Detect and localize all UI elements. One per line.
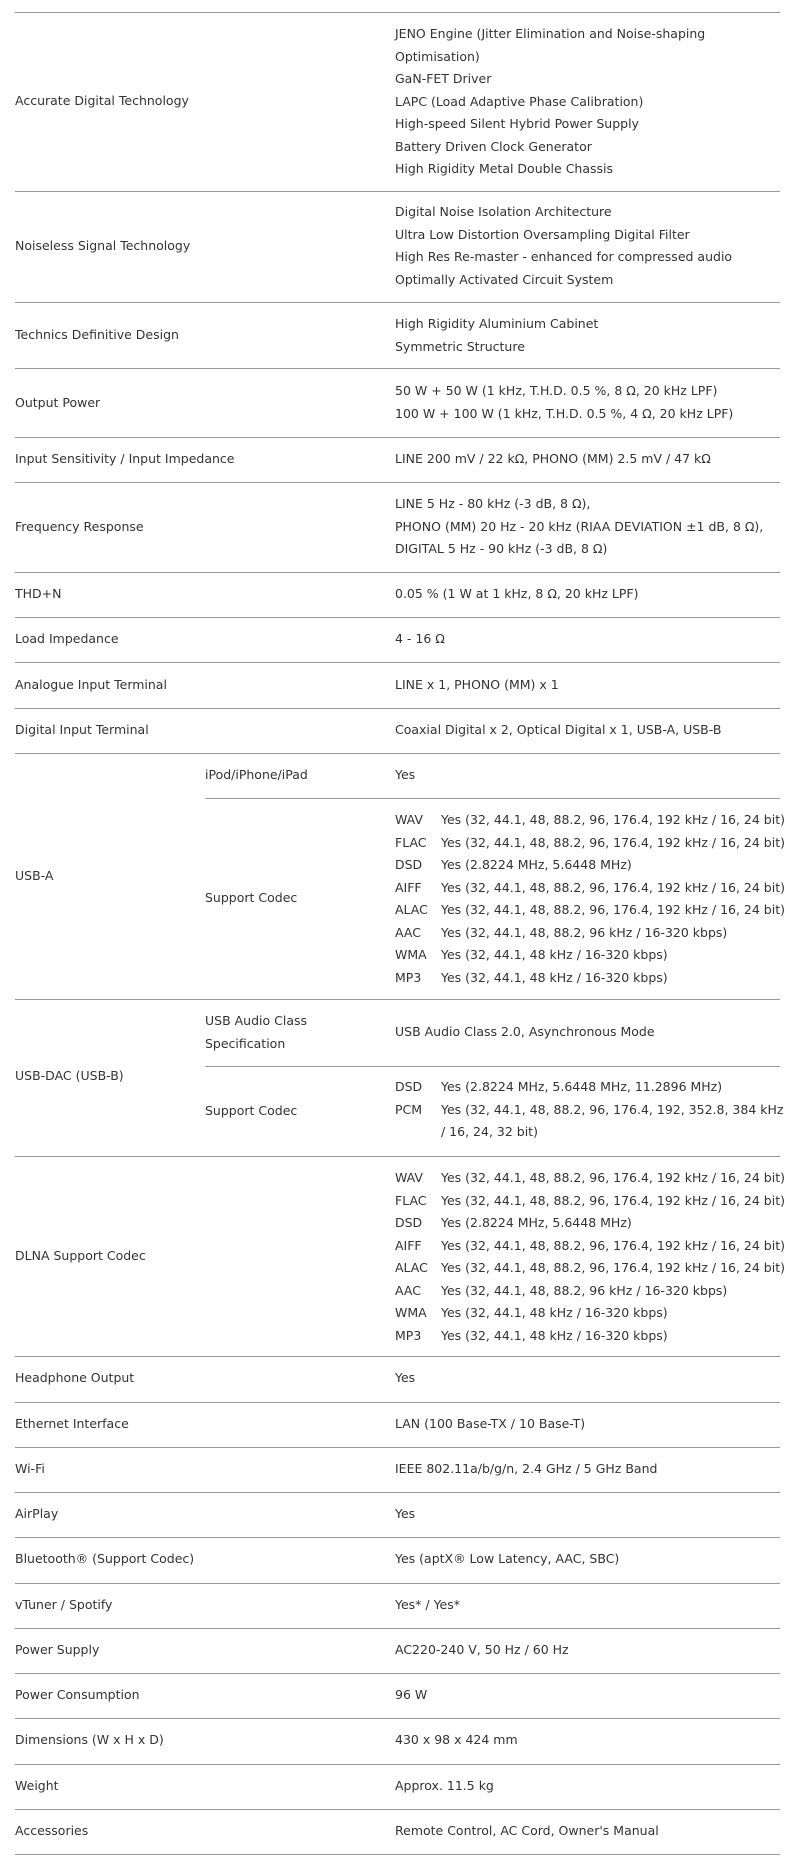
spec-value: Remote Control, AC Cord, Owner's Manual <box>395 1823 659 1838</box>
spec-value: 96 W <box>395 1687 428 1702</box>
spec-sublabel: Support Codec <box>205 1103 298 1118</box>
spec-label: Ethernet Interface <box>15 1416 129 1431</box>
spec-value-line: High Res Re-master - enhanced for compressed audio <box>395 249 733 264</box>
codec-detail: Yes (32, 44.1, 48, 88.2, 96, 176.4, 192 kHz / 16, 24 bit) <box>441 879 785 895</box>
codec-format: WMA <box>395 1305 427 1320</box>
spec-label: Accurate Digital Technology <box>15 93 189 108</box>
codec-row <box>395 1302 785 1325</box>
spec-label: Dimensions (W x H x D) <box>15 1732 164 1747</box>
spec-value: LINE 200 mV / 22 kΩ, PHONO (MM) 2.5 mV / 47 kΩ <box>395 451 711 466</box>
row-divider <box>15 1673 780 1674</box>
codec-row <box>395 967 785 990</box>
codec-row <box>395 1190 785 1213</box>
row-divider <box>15 999 780 1000</box>
codec-row <box>395 832 785 855</box>
codec-format: DSD <box>395 1215 423 1230</box>
spec-value-line: LINE 5 Hz - 80 kHz (-3 dB, 8 Ω), <box>395 496 591 511</box>
spec-label: DLNA Support Codec <box>15 1248 146 1263</box>
row-divider <box>15 662 780 663</box>
spec-value: Yes <box>395 767 416 782</box>
row-divider <box>15 617 780 618</box>
codec-detail: Yes (32, 44.1, 48, 88.2, 96, 176.4, 192, 352.8, 384 kHz <box>441 1101 784 1117</box>
codec-format: ALAC <box>395 902 428 917</box>
spec-value <box>395 493 763 561</box>
codec-list <box>395 1167 785 1347</box>
codec-detail: Yes (32, 44.1, 48, 88.2, 96, 176.4, 192 kHz / 16, 24 bit) <box>441 812 785 827</box>
codec-format: PCM <box>395 1101 423 1117</box>
spec-value: Yes* / Yes* <box>395 1597 461 1612</box>
row-divider <box>15 1809 780 1810</box>
spec-label: Wi-Fi <box>15 1461 45 1476</box>
row-divider <box>205 798 780 799</box>
spec-value: Approx. 11.5 kg <box>395 1778 494 1793</box>
row-divider <box>15 482 780 483</box>
row-divider <box>15 572 780 573</box>
codec-detail: Yes (2.8224 MHz, 5.6448 MHz) <box>441 857 632 872</box>
spec-value-line: Optimally Activated Circuit System <box>395 271 614 287</box>
spec-value-line: High Rigidity Aluminium Cabinet <box>395 316 599 331</box>
spec-value <box>395 201 732 291</box>
codec-detail: Yes (32, 44.1, 48, 88.2, 96, 176.4, 192 kHz / 16, 24 bit) <box>441 1237 785 1253</box>
codec-detail: Yes (2.8224 MHz, 5.6448 MHz, 11.2896 MHz) <box>441 1079 723 1094</box>
spec-sublabel: iPod/iPhone/iPad <box>205 767 308 782</box>
codec-row <box>395 1099 783 1122</box>
spec-value-line: Battery Driven Clock Generator <box>395 138 592 154</box>
spec-label: vTuner / Spotify <box>15 1597 113 1612</box>
codec-row <box>395 899 785 922</box>
codec-row <box>395 854 785 877</box>
spec-value-line: 100 W + 100 W (1 kHz, T.H.D. 0.5 %, 4 Ω, 20 kHz LPF) <box>395 405 734 421</box>
spec-value-line: DIGITAL 5 Hz - 90 kHz (-3 dB, 8 Ω) <box>395 541 608 556</box>
codec-format: WAV <box>395 1170 423 1185</box>
spec-value: LINE x 1, PHONO (MM) x 1 <box>395 677 559 692</box>
row-divider <box>15 1356 780 1357</box>
spec-label: Frequency Response <box>15 519 144 534</box>
spec-value-line: Ultra Low Distortion Oversampling Digital Filter <box>395 226 690 242</box>
codec-row <box>395 809 785 832</box>
row-divider <box>15 708 780 709</box>
codec-detail: Yes (32, 44.1, 48 kHz / 16-320 kbps) <box>441 1305 668 1320</box>
codec-row <box>395 1325 785 1348</box>
row-divider <box>205 1066 780 1067</box>
row-divider <box>15 1583 780 1584</box>
spec-value-line: LAPC (Load Adaptive Phase Calibration) <box>395 93 644 109</box>
codec-format: DSD <box>395 857 423 872</box>
codec-format: AAC <box>395 1282 421 1298</box>
row-divider <box>15 1718 780 1719</box>
spec-sublabel-line: Specification <box>205 1035 286 1051</box>
codec-row <box>395 1235 785 1258</box>
codec-detail: Yes (32, 44.1, 48, 88.2, 96 kHz / 16-320 kbps) <box>441 1282 728 1298</box>
codec-detail: Yes (32, 44.1, 48, 88.2, 96, 176.4, 192 kHz / 16, 24 bit) <box>441 1192 785 1208</box>
row-divider <box>15 1537 780 1538</box>
codec-format: WMA <box>395 947 427 962</box>
spec-label: Noiseless Signal Technology <box>15 238 191 253</box>
spec-value-line: JENO Engine (Jitter Elimination and Noise-shaping <box>395 26 706 41</box>
spec-value-line: High Rigidity Metal Double Chassis <box>395 161 614 176</box>
spec-label: Analogue Input Terminal <box>15 677 167 692</box>
row-divider <box>15 1402 780 1403</box>
spec-label: Weight <box>15 1778 59 1793</box>
row-divider <box>15 437 780 438</box>
codec-detail: Yes (32, 44.1, 48, 88.2, 96, 176.4, 192 kHz / 16, 24 bit) <box>441 1260 785 1275</box>
codec-detail: Yes (32, 44.1, 48 kHz / 16-320 kbps) <box>441 1327 668 1343</box>
row-divider <box>15 1628 780 1629</box>
codec-detail: Yes (32, 44.1, 48, 88.2, 96, 176.4, 192 kHz / 16, 24 bit) <box>441 834 785 850</box>
spec-label: Input Sensitivity / Input Impedance <box>15 451 235 466</box>
spec-label: Load Impedance <box>15 631 119 646</box>
spec-value: Yes (aptX® Low Latency, AAC, SBC) <box>395 1551 620 1566</box>
spec-label: Headphone Output <box>15 1370 135 1385</box>
codec-row <box>395 922 785 945</box>
spec-label: Accessories <box>15 1823 89 1838</box>
codec-row-continued <box>395 1121 783 1144</box>
codec-detail: / 16, 24, 32 bit) <box>441 1124 538 1139</box>
row-divider <box>15 1854 780 1855</box>
spec-label: USB-DAC (USB-B) <box>15 1068 124 1083</box>
codec-list <box>395 1076 783 1144</box>
spec-value-line: GaN-FET Driver <box>395 71 492 86</box>
spec-label: Power Supply <box>15 1642 100 1657</box>
spec-value: IEEE 802.11a/b/g/n, 2.4 GHz / 5 GHz Band <box>395 1461 658 1476</box>
spec-label: USB-A <box>15 868 54 883</box>
codec-list <box>395 809 785 989</box>
row-divider <box>15 753 780 754</box>
row-divider <box>15 1156 780 1157</box>
spec-value <box>395 380 733 425</box>
spec-sublabel-line: USB Audio Class <box>205 1013 308 1028</box>
row-divider <box>15 1492 780 1493</box>
spec-value: USB Audio Class 2.0, Asynchronous Mode <box>395 1024 655 1039</box>
spec-value: AC220-240 V, 50 Hz / 60 Hz <box>395 1642 569 1657</box>
spec-label: Output Power <box>15 395 101 410</box>
row-divider <box>15 191 780 192</box>
codec-row <box>395 1076 783 1099</box>
codec-detail: Yes (32, 44.1, 48 kHz / 16-320 kbps) <box>441 947 668 962</box>
codec-row <box>395 1167 785 1190</box>
codec-detail: Yes (32, 44.1, 48, 88.2, 96, 176.4, 192 kHz / 16, 24 bit) <box>441 902 785 917</box>
codec-row <box>395 1212 785 1235</box>
spec-value: LAN (100 Base-TX / 10 Base-T) <box>395 1416 586 1431</box>
codec-detail: Yes (32, 44.1, 48 kHz / 16-320 kbps) <box>441 969 668 985</box>
codec-format: FLAC <box>395 1192 427 1208</box>
row-divider <box>15 1447 780 1448</box>
spec-value-line: Digital Noise Isolation Architecture <box>395 204 612 219</box>
spec-label: Bluetooth® (Support Codec) <box>15 1551 195 1566</box>
codec-format: MP3 <box>395 1327 422 1343</box>
codec-detail: Yes (32, 44.1, 48, 88.2, 96 kHz / 16-320 kbps) <box>441 924 728 940</box>
codec-format: AIFF <box>395 879 422 895</box>
spec-label: Technics Definitive Design <box>15 327 179 342</box>
spec-value-line: Symmetric Structure <box>395 338 525 354</box>
codec-format: MP3 <box>395 969 422 985</box>
codec-row <box>395 944 785 967</box>
codec-format: AIFF <box>395 1237 422 1253</box>
row-divider <box>15 1764 780 1765</box>
codec-row <box>395 877 785 900</box>
codec-format: FLAC <box>395 834 427 850</box>
spec-label: Digital Input Terminal <box>15 722 149 737</box>
codec-detail: Yes (32, 44.1, 48, 88.2, 96, 176.4, 192 kHz / 16, 24 bit) <box>441 1170 785 1185</box>
codec-row <box>395 1257 785 1280</box>
codec-format: AAC <box>395 924 421 940</box>
codec-format: WAV <box>395 812 423 827</box>
spec-label: AirPlay <box>15 1506 59 1521</box>
spec-value-line: High-speed Silent Hybrid Power Supply <box>395 116 639 131</box>
spec-value-line: 50 W + 50 W (1 kHz, T.H.D. 0.5 %, 8 Ω, 20 kHz LPF) <box>395 383 718 398</box>
spec-sublabel: Support Codec <box>205 890 298 905</box>
codec-row <box>395 1280 785 1303</box>
spec-value: Coaxial Digital x 2, Optical Digital x 1, USB-A, USB-B <box>395 722 722 737</box>
codec-format: ALAC <box>395 1260 428 1275</box>
spec-value: Yes <box>395 1506 416 1521</box>
row-divider <box>15 368 780 369</box>
spec-value: 0.05 % (1 W at 1 kHz, 8 Ω, 20 kHz LPF) <box>395 586 639 601</box>
spec-value <box>395 23 705 181</box>
spec-value: 4 - 16 Ω <box>395 631 445 646</box>
spec-label: Power Consumption <box>15 1687 140 1702</box>
codec-detail: Yes (2.8224 MHz, 5.6448 MHz) <box>441 1215 632 1230</box>
spec-value <box>395 313 598 358</box>
spec-value: 430 x 98 x 424 mm <box>395 1732 518 1747</box>
spec-value: Yes <box>395 1370 416 1385</box>
spec-sublabel <box>205 1010 307 1055</box>
spec-value-line: Optimisation) <box>395 48 480 64</box>
row-divider <box>15 302 780 303</box>
codec-format: DSD <box>395 1079 423 1094</box>
spec-label: THD+N <box>15 586 62 601</box>
row-divider <box>15 12 780 13</box>
spec-value-line: PHONO (MM) 20 Hz - 20 kHz (RIAA DEVIATION ±1 dB, 8 Ω), <box>395 518 764 534</box>
